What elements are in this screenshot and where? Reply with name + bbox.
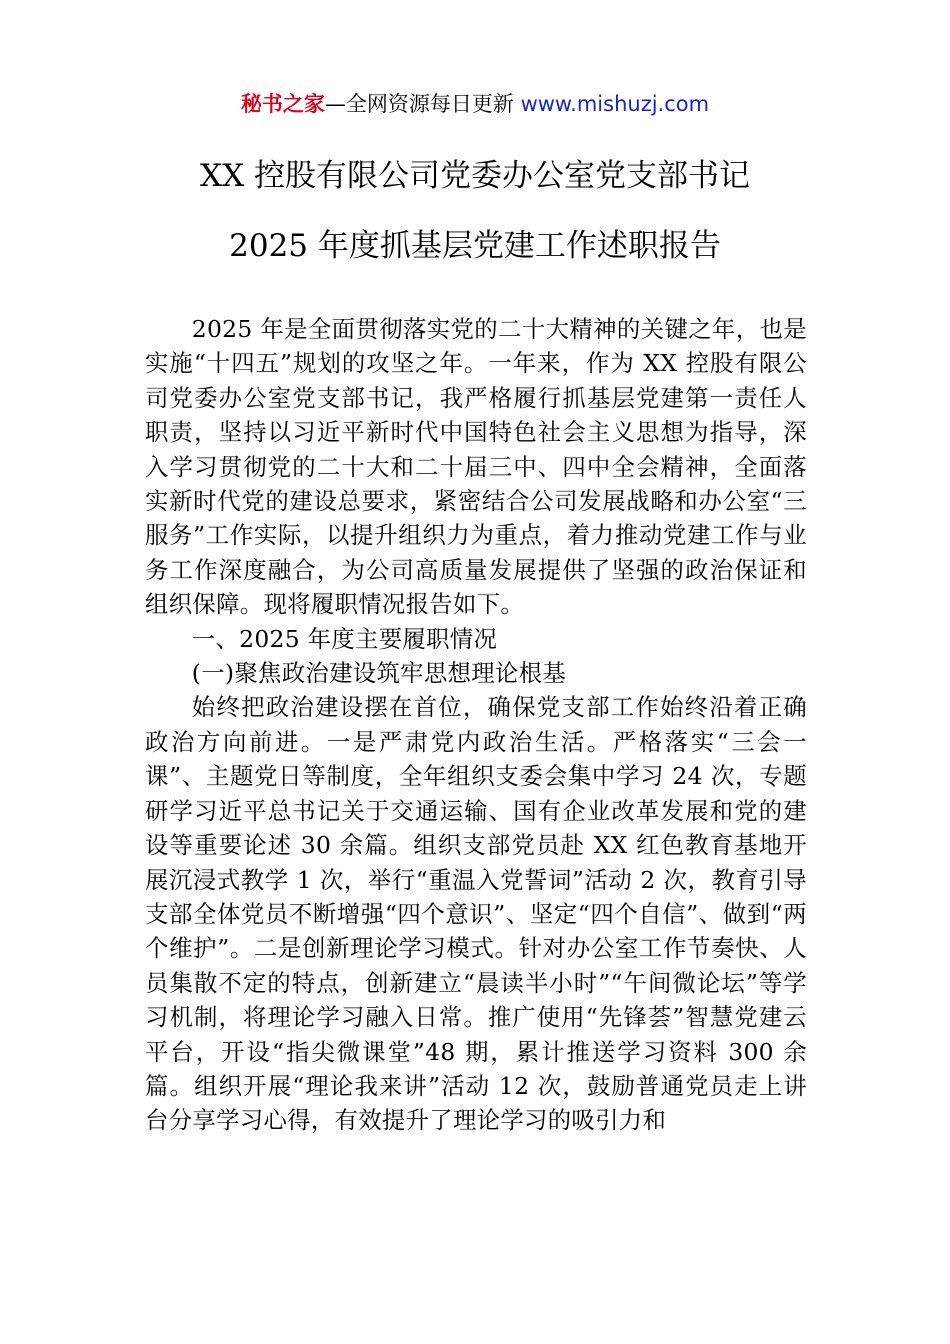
site-header <box>0 88 950 120</box>
header-tagline: —全网资源每日更新 <box>324 92 521 116</box>
document-body <box>145 312 807 1138</box>
body-paragraph: 始终把政治建设摆在首位，确保党支部工作始终沿着正确政治方向前进。一是严肃党内政治生活。严格落实“三会一课”、主题党日等制度，全年组织支委会集中学习 24 次，专题研学习近平总书记关于交通运输、国有企业改革发展和党的建设等重要论述 30 余篇。组织支部党员赴 XX 红色教育基地开展沉浸式教学 1 次，举行“重温入党誓词”活动 2 次，教育引导支部全体党员不断增强“四个意识”、坚定“四个自信”、做到“两个维护”。二是创新理论学习模式。针对办公室工作节奏快、人员集散不定的特点，创新建立“晨读半小时”“午间微论坛”等学习机制，将理论学习融入日常。推广使用“先锋荟”智慧党建云平台，开设“指尖微课堂”48 期，累计推送学习资料 300 余篇。组织开展“理论我来讲”活动 12 次，鼓励普通党员走上讲台分享学习心得，有效提升了理论学习的吸引力和 <box>145 693 807 1135</box>
site-url[interactable]: www.mishuzj.com <box>520 92 710 116</box>
document-title-line-1: XX 控股有限公司党委办公室党支部书记 <box>200 158 750 194</box>
intro-paragraph: 2025 年是全面贯彻落实党的二十大精神的关键之年，也是实施“十四五”规划的攻坚之年。一年来，作为 XX 控股有限公司党委办公室党支部书记，我严格履行抓基层党建第一责任人职责，坚持以习近平新时代中国特色社会主义思想为指导，深入学习贯彻党的二十大和二十届三中、四中全会精神，全面落实新时代党的建设总要求，紧密结合公司发展战略和办公室“三服务”工作实际，以提升组织力为重点，着力推动党建工作与业务工作深度融合，为公司高质量发展提供了坚强的政治保证和组织保障。现将履职情况报告如下。 <box>145 315 807 619</box>
brand-name: 秘书之家 <box>240 92 325 116</box>
document-title-line-2: 2025 年度抓基层党建工作述职报告 <box>229 228 721 264</box>
subsection-heading: (一)聚焦政治建设筑牢思想理论根基 <box>191 659 567 688</box>
section-heading: 一、2025 年度主要履职情况 <box>191 624 498 653</box>
